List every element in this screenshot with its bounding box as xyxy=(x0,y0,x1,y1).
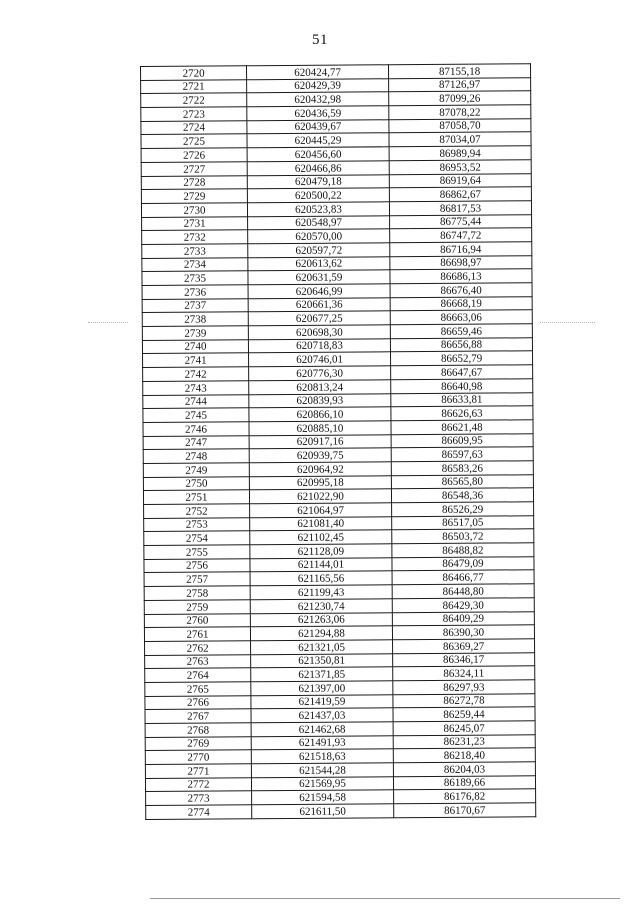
x-coordinate-cell: 621594,58 xyxy=(252,790,394,805)
x-coordinate-cell: 620718,83 xyxy=(248,339,390,354)
y-coordinate-cell: 87078,22 xyxy=(389,105,531,120)
x-coordinate-cell: 620436,59 xyxy=(247,106,389,121)
point-number-cell: 2738 xyxy=(142,312,248,326)
point-number-cell: 2740 xyxy=(142,339,248,353)
y-coordinate-cell: 86747,72 xyxy=(390,228,532,243)
y-coordinate-cell: 86272,78 xyxy=(393,693,535,708)
point-number-cell: 2750 xyxy=(143,476,249,490)
x-coordinate-cell: 620698,30 xyxy=(248,325,390,340)
y-coordinate-cell: 86218,40 xyxy=(393,748,535,763)
y-coordinate-cell: 86676,40 xyxy=(390,283,532,298)
table-row xyxy=(146,803,536,819)
y-coordinate-cell: 86488,82 xyxy=(392,543,534,558)
x-coordinate-cell: 621419,59 xyxy=(251,694,393,709)
y-coordinate-cell: 86647,67 xyxy=(391,365,533,380)
x-coordinate-cell: 621321,05 xyxy=(251,640,393,655)
x-coordinate-cell: 620631,59 xyxy=(248,270,390,285)
point-number-cell: 2770 xyxy=(145,750,251,764)
y-coordinate-cell: 86526,29 xyxy=(392,502,534,517)
y-coordinate-cell: 86259,44 xyxy=(393,707,535,722)
x-coordinate-cell: 620439,67 xyxy=(247,120,389,135)
y-coordinate-cell: 86633,81 xyxy=(391,392,533,407)
y-coordinate-cell: 87126,97 xyxy=(389,77,531,92)
y-coordinate-cell: 86170,67 xyxy=(394,803,536,818)
point-number-cell: 2751 xyxy=(143,490,249,504)
x-coordinate-cell: 621569,95 xyxy=(251,776,393,791)
y-coordinate-cell: 86346,17 xyxy=(393,652,535,667)
point-number-cell: 2744 xyxy=(143,394,249,408)
y-coordinate-cell: 86621,48 xyxy=(391,420,533,435)
x-coordinate-cell: 620523,83 xyxy=(247,202,389,217)
x-coordinate-cell: 621371,85 xyxy=(251,667,393,682)
x-coordinate-cell: 621144,01 xyxy=(250,558,392,573)
y-coordinate-cell: 86626,63 xyxy=(391,406,533,421)
x-coordinate-cell: 620570,00 xyxy=(248,229,390,244)
x-coordinate-cell: 621022,90 xyxy=(249,489,391,504)
page-number: 51 xyxy=(312,32,328,48)
x-coordinate-cell: 621064,97 xyxy=(250,503,392,518)
point-number-cell: 2752 xyxy=(144,504,250,518)
x-coordinate-cell: 620939,75 xyxy=(249,448,391,463)
y-coordinate-cell: 86640,98 xyxy=(391,379,533,394)
x-coordinate-cell: 620597,72 xyxy=(248,243,390,258)
point-number-cell: 2735 xyxy=(142,271,248,285)
y-coordinate-cell: 86466,77 xyxy=(392,570,534,585)
x-coordinate-cell: 621165,56 xyxy=(250,571,392,586)
point-number-cell: 2746 xyxy=(143,422,249,436)
point-number-cell: 2720 xyxy=(141,66,247,80)
point-number-cell: 2764 xyxy=(145,668,251,682)
point-number-cell: 2742 xyxy=(143,367,249,381)
x-coordinate-cell: 621437,03 xyxy=(251,708,393,723)
point-number-cell: 2772 xyxy=(145,777,251,791)
point-number-cell: 2747 xyxy=(143,435,249,449)
x-coordinate-cell: 621518,63 xyxy=(251,749,393,764)
y-coordinate-cell: 87155,18 xyxy=(388,64,530,79)
y-coordinate-cell: 86448,80 xyxy=(392,584,534,599)
y-coordinate-cell: 86189,66 xyxy=(393,776,535,791)
point-number-cell: 2748 xyxy=(143,449,249,463)
point-number-cell: 2753 xyxy=(144,517,250,531)
y-coordinate-cell: 86503,72 xyxy=(392,529,534,544)
point-number-cell: 2727 xyxy=(141,162,247,176)
x-coordinate-cell: 621397,00 xyxy=(251,681,393,696)
point-number-cell: 2755 xyxy=(144,545,250,559)
point-number-cell: 2728 xyxy=(141,175,247,189)
point-number-cell: 2763 xyxy=(145,654,251,668)
x-coordinate-cell: 620432,98 xyxy=(247,92,389,107)
point-number-cell: 2730 xyxy=(141,203,247,217)
y-coordinate-cell: 86989,94 xyxy=(389,146,531,161)
x-coordinate-cell: 621491,93 xyxy=(251,735,393,750)
y-coordinate-cell: 86775,44 xyxy=(390,214,532,229)
y-coordinate-cell: 86698,97 xyxy=(390,255,532,270)
point-number-cell: 2743 xyxy=(143,381,249,395)
point-number-cell: 2724 xyxy=(141,121,247,135)
y-coordinate-cell: 86409,29 xyxy=(392,611,534,626)
y-coordinate-cell: 86583,26 xyxy=(391,461,533,476)
point-number-cell: 2760 xyxy=(144,613,250,627)
x-coordinate-cell: 620746,01 xyxy=(249,352,391,367)
y-coordinate-cell: 86663,06 xyxy=(390,310,532,325)
y-coordinate-cell: 86548,36 xyxy=(391,488,533,503)
scan-edge-line xyxy=(150,898,620,899)
point-number-cell: 2729 xyxy=(141,189,247,203)
point-number-cell: 2756 xyxy=(144,558,250,572)
scan-artifact-right xyxy=(540,322,595,324)
point-number-cell: 2754 xyxy=(144,531,250,545)
point-number-cell: 2739 xyxy=(142,326,248,340)
point-number-cell: 2731 xyxy=(142,216,248,230)
point-number-cell: 2765 xyxy=(145,682,251,696)
x-coordinate-cell: 620995,18 xyxy=(249,475,391,490)
x-coordinate-cell: 620613,62 xyxy=(248,256,390,271)
point-number-cell: 2745 xyxy=(143,408,249,422)
point-number-cell: 2736 xyxy=(142,285,248,299)
x-coordinate-cell: 621102,45 xyxy=(250,530,392,545)
x-coordinate-cell: 621462,68 xyxy=(251,722,393,737)
point-number-cell: 2722 xyxy=(141,93,247,107)
y-coordinate-cell: 86919,64 xyxy=(389,173,531,188)
point-number-cell: 2771 xyxy=(145,764,251,778)
x-coordinate-cell: 620479,18 xyxy=(247,174,389,189)
y-coordinate-cell: 86862,67 xyxy=(389,187,531,202)
x-coordinate-cell: 620661,36 xyxy=(248,297,390,312)
scan-artifact-left xyxy=(88,322,128,324)
y-coordinate-cell: 87099,26 xyxy=(389,91,531,106)
point-number-cell: 2721 xyxy=(141,79,247,93)
point-number-cell: 2733 xyxy=(142,244,248,258)
y-coordinate-cell: 86204,03 xyxy=(393,762,535,777)
x-coordinate-cell: 620813,24 xyxy=(249,380,391,395)
y-coordinate-cell: 86429,30 xyxy=(392,598,534,613)
y-coordinate-cell: 86716,94 xyxy=(390,242,532,257)
point-number-cell: 2774 xyxy=(146,805,252,819)
point-number-cell: 2757 xyxy=(144,572,250,586)
x-coordinate-cell: 621081,40 xyxy=(250,516,392,531)
x-coordinate-cell: 621263,06 xyxy=(250,612,392,627)
y-coordinate-cell: 86324,11 xyxy=(393,666,535,681)
point-number-cell: 2759 xyxy=(144,600,250,614)
y-coordinate-cell: 86565,80 xyxy=(391,474,533,489)
x-coordinate-cell: 620445,29 xyxy=(247,133,389,148)
x-coordinate-cell: 621611,50 xyxy=(252,804,394,819)
x-coordinate-cell: 620466,86 xyxy=(247,161,389,176)
point-number-cell: 2767 xyxy=(145,709,251,723)
x-coordinate-cell: 621544,28 xyxy=(251,763,393,778)
y-coordinate-cell: 86517,05 xyxy=(392,515,534,530)
x-coordinate-cell: 620776,30 xyxy=(249,366,391,381)
x-coordinate-cell: 620500,22 xyxy=(247,188,389,203)
point-number-cell: 2734 xyxy=(142,257,248,271)
x-coordinate-cell: 621294,88 xyxy=(250,626,392,641)
point-number-cell: 2768 xyxy=(145,723,251,737)
x-coordinate-cell: 621230,74 xyxy=(250,599,392,614)
point-number-cell: 2725 xyxy=(141,134,247,148)
y-coordinate-cell: 86686,13 xyxy=(390,269,532,284)
point-number-cell: 2741 xyxy=(143,353,249,367)
point-number-cell: 2769 xyxy=(145,736,251,750)
point-number-cell: 2749 xyxy=(143,463,249,477)
y-coordinate-cell: 86609,95 xyxy=(391,433,533,448)
y-coordinate-cell: 86817,53 xyxy=(389,201,531,216)
x-coordinate-cell: 620646,99 xyxy=(248,284,390,299)
x-coordinate-cell: 621128,09 xyxy=(250,544,392,559)
y-coordinate-cell: 86231,23 xyxy=(393,734,535,749)
x-coordinate-cell: 620456,60 xyxy=(247,147,389,162)
x-coordinate-cell: 620839,93 xyxy=(249,393,391,408)
point-number-cell: 2761 xyxy=(144,627,250,641)
x-coordinate-cell: 621350,81 xyxy=(251,653,393,668)
y-coordinate-cell: 86656,88 xyxy=(390,338,532,353)
x-coordinate-cell: 620885,10 xyxy=(249,421,391,436)
y-coordinate-cell: 86597,63 xyxy=(391,447,533,462)
x-coordinate-cell: 620429,39 xyxy=(247,78,389,93)
point-number-cell: 2773 xyxy=(146,791,252,805)
x-coordinate-cell: 620677,25 xyxy=(248,311,390,326)
y-coordinate-cell: 86659,46 xyxy=(390,324,532,339)
coordinates-table-body xyxy=(141,64,536,820)
x-coordinate-cell: 621199,43 xyxy=(250,585,392,600)
x-coordinate-cell: 620866,10 xyxy=(249,407,391,422)
point-number-cell: 2762 xyxy=(145,641,251,655)
y-coordinate-cell: 86297,93 xyxy=(393,680,535,695)
x-coordinate-cell: 620548,97 xyxy=(248,215,390,230)
point-number-cell: 2732 xyxy=(142,230,248,244)
y-coordinate-cell: 86479,09 xyxy=(392,557,534,572)
y-coordinate-cell: 86369,27 xyxy=(393,639,535,654)
x-coordinate-cell: 620917,16 xyxy=(249,434,391,449)
x-coordinate-cell: 620964,92 xyxy=(249,462,391,477)
point-number-cell: 2726 xyxy=(141,148,247,162)
point-number-cell: 2766 xyxy=(145,695,251,709)
y-coordinate-cell: 86176,82 xyxy=(394,789,536,804)
y-coordinate-cell: 86652,79 xyxy=(391,351,533,366)
y-coordinate-cell: 86668,19 xyxy=(390,296,532,311)
point-number-cell: 2737 xyxy=(142,298,248,312)
y-coordinate-cell: 86390,30 xyxy=(392,625,534,640)
point-number-cell: 2758 xyxy=(144,586,250,600)
y-coordinate-cell: 86245,07 xyxy=(393,721,535,736)
coordinates-table xyxy=(140,63,536,820)
y-coordinate-cell: 87058,70 xyxy=(389,119,531,134)
y-coordinate-cell: 87034,07 xyxy=(389,132,531,147)
x-coordinate-cell: 620424,77 xyxy=(247,65,389,80)
y-coordinate-cell: 86953,52 xyxy=(389,160,531,175)
point-number-cell: 2723 xyxy=(141,107,247,121)
